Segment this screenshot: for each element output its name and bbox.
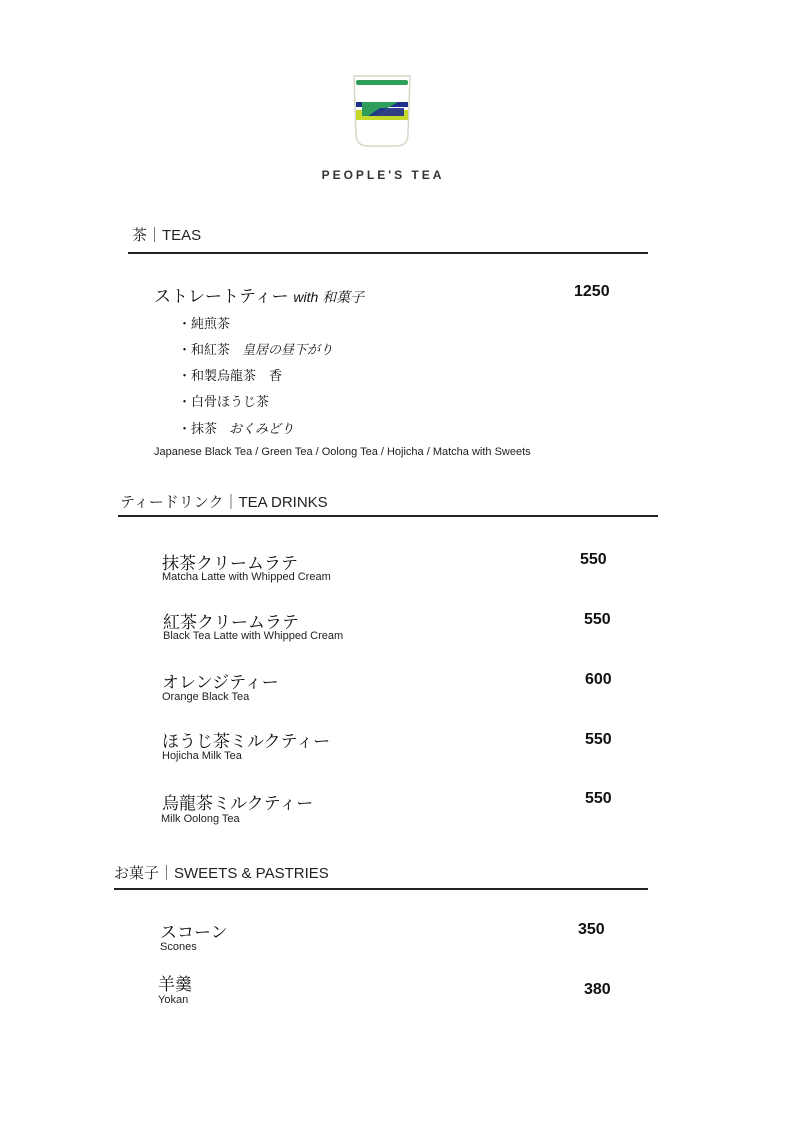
item-name: 紅茶クリームラテ [163,613,299,632]
item-name-suffix: with 和菓子 [293,289,365,305]
item-price: 550 [585,790,612,807]
item-name: スコーン [160,923,228,942]
item-price: 550 [580,551,607,568]
variant-item [178,418,294,437]
item-price: 550 [585,731,612,748]
variant-item [178,313,230,332]
item-subtitle: Orange Black Tea [162,691,250,703]
variant-note: おくみどり [229,421,295,436]
item-subtitle: Matcha Latte with Whipped Cream [162,571,331,583]
item-price: 550 [584,611,611,628]
item-name-jp: ストレートティー [154,287,289,306]
item-subtitle: Black Tea Latte with Whipped Cream [163,630,344,642]
variant-label: ・和製烏龍茶 香 [178,368,283,383]
section-divider [114,888,648,890]
section-divider [128,252,648,254]
item-price: 350 [578,921,605,938]
item-name: 烏龍茶ミルクティー [162,794,314,813]
item-name: 抹茶クリームラテ [162,554,298,573]
item-subtitle: Scones [160,941,197,953]
item-description: Japanese Black Tea / Green Tea / Oolong Tea / Hojicha / Matcha with Sweets [154,446,531,458]
section-title-sweets: お菓子｜SWEETS & PASTRIES [114,865,329,882]
variant-item [178,391,269,410]
variant-item [178,365,282,384]
variant-label: ・白骨ほうじ茶 [178,394,270,409]
item-name [154,282,364,307]
item-subtitle: Yokan [158,994,189,1006]
item-name: ほうじ茶ミルクティー [162,732,331,751]
item-subtitle: Hojicha Milk Tea [162,750,242,762]
item-price: 600 [585,671,612,688]
item-name: オレンジティー [162,673,279,692]
section-title-teas: 茶｜TEAS [132,227,202,244]
tea-cup-logo-icon [352,72,412,150]
variant-label: ・純煎茶 [178,316,231,331]
item-price: 380 [584,981,611,998]
section-divider [118,515,658,517]
brand-name: PEOPLE'S TEA [321,168,445,182]
item-name: 羊羹 [158,975,192,994]
variant-note: 皇居の昼下がり [242,342,334,357]
section-title-tea-drinks: ティードリンク｜TEA DRINKS [120,494,328,511]
item-subtitle: Milk Oolong Tea [161,813,240,825]
variant-label: ・抹茶 [178,421,218,436]
variant-label: ・和紅茶 [178,342,231,357]
tea-cup-logo [352,72,412,150]
item-price: 1250 [574,283,610,300]
variant-item [178,339,333,358]
